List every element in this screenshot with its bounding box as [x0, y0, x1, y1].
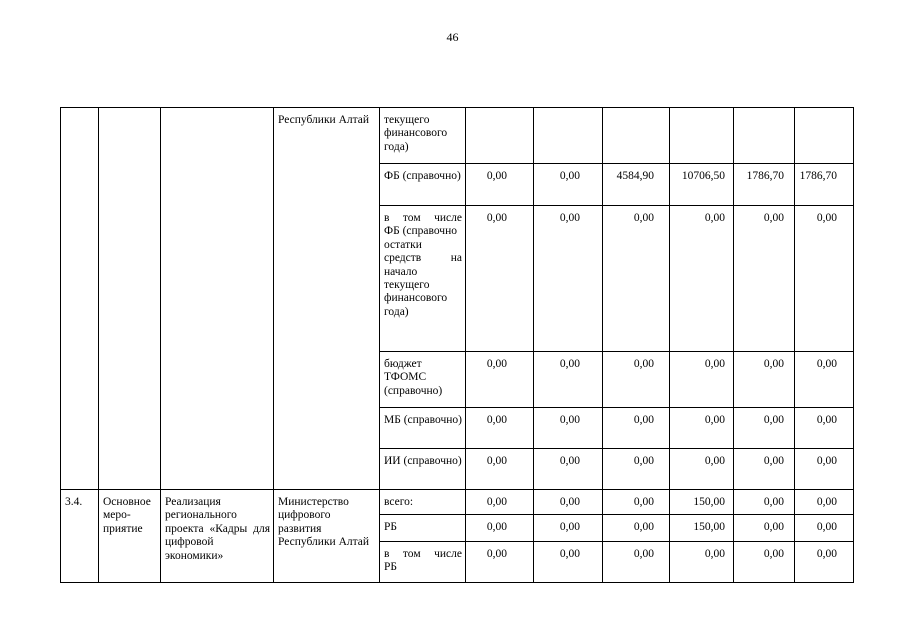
source-line: в том числе — [384, 212, 462, 224]
value-cell: 0,00 — [534, 449, 603, 490]
source-cell — [380, 206, 466, 352]
value-cell: 150,00 — [670, 490, 734, 515]
source-cell: всего: — [380, 490, 466, 515]
source-line: начало текущего финансового года) — [384, 265, 448, 318]
value-cell: 0,00 — [734, 490, 795, 515]
value-cell: 0,00 — [534, 490, 603, 515]
value-cell: 0,00 — [795, 352, 854, 408]
value-cell: 0,00 — [466, 164, 534, 206]
value-cell: 0,00 — [670, 206, 734, 352]
value-cell: 0,00 — [603, 206, 670, 352]
name-cell: Реализация регионального проекта «Кадры для цифровой экономики» — [161, 490, 274, 583]
value-cell: 0,00 — [534, 408, 603, 449]
value-cell: 0,00 — [670, 408, 734, 449]
value-cell: 0,00 — [466, 449, 534, 490]
value-cell: 0,00 — [466, 515, 534, 542]
value-cell: 0,00 — [466, 352, 534, 408]
table-row — [61, 108, 854, 164]
executor-cell: Министерство цифрового развития Республики Алтай — [274, 490, 380, 583]
value-cell: 0,00 — [466, 206, 534, 352]
source-line: РБ — [384, 561, 397, 574]
source-cell: МБ (справочно) — [380, 408, 466, 449]
source-cell: ФБ (справочно) — [380, 164, 466, 206]
value-cell: 1786,70 — [795, 164, 854, 206]
value-cell — [795, 108, 854, 164]
value-cell: 0,00 — [734, 542, 795, 583]
source-cell: ИИ (справочно) — [380, 449, 466, 490]
type-cell: Основное меро-приятие — [99, 490, 161, 583]
value-cell — [603, 108, 670, 164]
source-line: средств на — [384, 252, 462, 265]
value-cell: 1786,70 — [734, 164, 795, 206]
value-cell: 0,00 — [466, 542, 534, 583]
value-cell: 0,00 — [670, 449, 734, 490]
value-cell: 0,00 — [534, 515, 603, 542]
value-cell: 0,00 — [795, 490, 854, 515]
page-number: 46 — [446, 30, 459, 44]
value-cell: 0,00 — [795, 542, 854, 583]
source-cell: РБ — [380, 515, 466, 542]
value-cell: 0,00 — [734, 515, 795, 542]
value-cell: 4584,90 — [603, 164, 670, 206]
value-cell: 0,00 — [734, 206, 795, 352]
value-cell: 0,00 — [603, 352, 670, 408]
source-line: в том числе — [384, 548, 462, 560]
value-cell — [534, 108, 603, 164]
value-cell — [734, 108, 795, 164]
executor-cell: Республики Алтай — [274, 108, 380, 490]
value-cell: 0,00 — [534, 352, 603, 408]
value-cell: 0,00 — [734, 449, 795, 490]
value-cell: 0,00 — [795, 408, 854, 449]
value-cell: 0,00 — [734, 408, 795, 449]
value-cell: 0,00 — [795, 515, 854, 542]
name-cell — [161, 108, 274, 490]
source-cell: текущего финансового года) — [380, 108, 466, 164]
number-cell: 3.4. — [61, 490, 99, 583]
source-cell — [380, 542, 466, 583]
value-cell: 0,00 — [603, 515, 670, 542]
value-cell: 0,00 — [734, 352, 795, 408]
value-cell: 0,00 — [466, 408, 534, 449]
source-line: ФБ (справочно остатки — [384, 225, 457, 251]
budget-table — [60, 107, 854, 583]
number-cell — [61, 108, 99, 490]
value-cell: 0,00 — [603, 408, 670, 449]
type-cell — [99, 108, 161, 490]
value-cell: 0,00 — [466, 490, 534, 515]
value-cell — [466, 108, 534, 164]
value-cell: 10706,50 — [670, 164, 734, 206]
value-cell: 0,00 — [603, 490, 670, 515]
value-cell: 150,00 — [670, 515, 734, 542]
value-cell: 0,00 — [534, 206, 603, 352]
value-cell: 0,00 — [670, 542, 734, 583]
table-row — [61, 490, 854, 515]
value-cell: 0,00 — [534, 164, 603, 206]
value-cell: 0,00 — [603, 449, 670, 490]
value-cell — [670, 108, 734, 164]
source-cell: бюджет ТФОМС (справочно) — [380, 352, 466, 408]
value-cell: 0,00 — [603, 542, 670, 583]
value-cell: 0,00 — [795, 206, 854, 352]
value-cell: 0,00 — [534, 542, 603, 583]
value-cell: 0,00 — [670, 352, 734, 408]
value-cell: 0,00 — [795, 449, 854, 490]
